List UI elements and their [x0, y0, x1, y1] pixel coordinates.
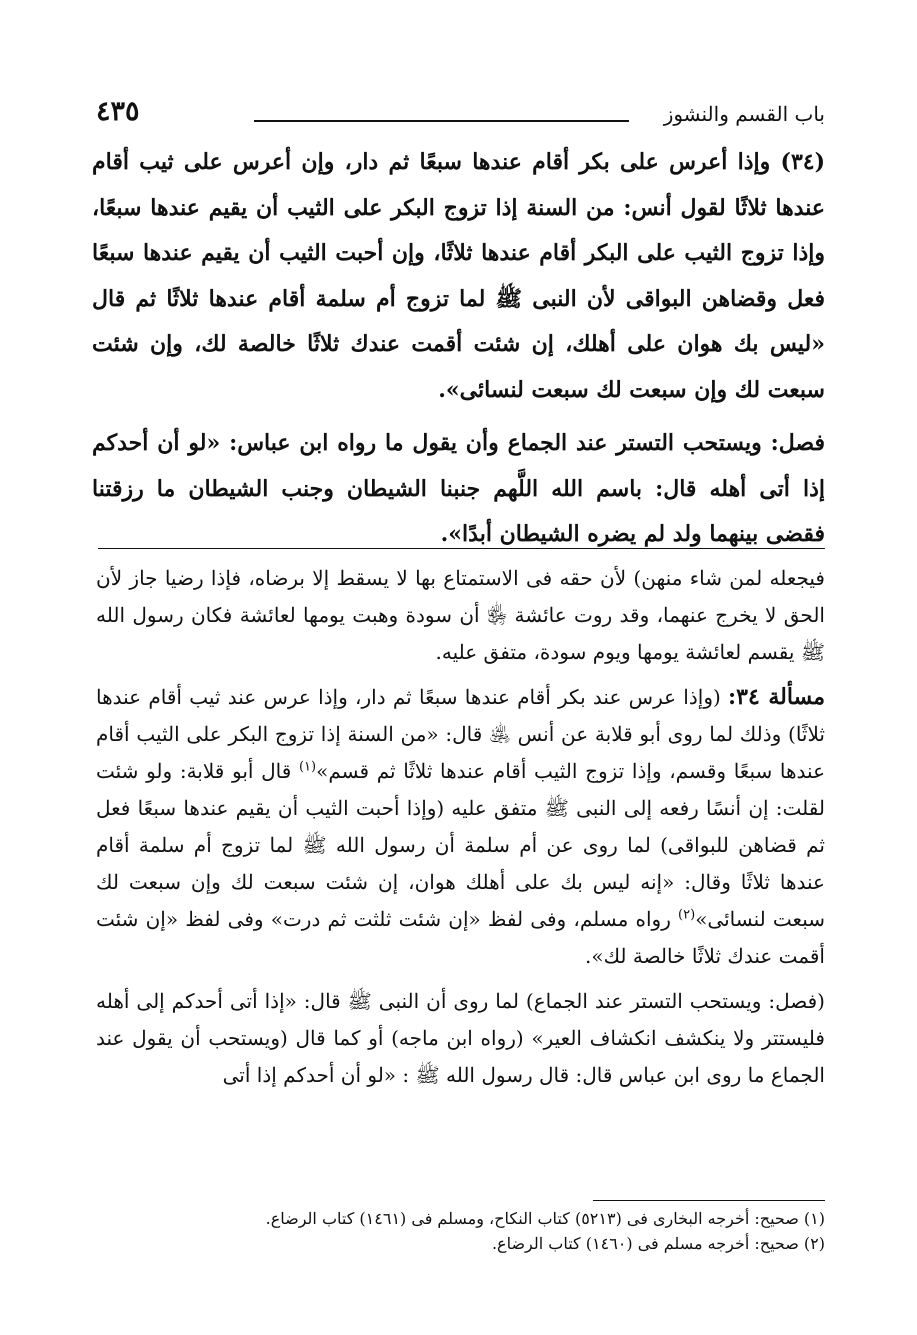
footnotes [96, 1206, 825, 1256]
commentary-paragraph-1: فيجعله لمن شاء منهن) لأن حقه فى الاستمتاع بها لا يسقط إلا برضاه، فإذا رضيا جاز لأن الحق لا يخرج عنهما، وقد روت عائشة ﵂ أن سودة وهبت يومها لعائشة فكان رسول الله ﷺ يقسم لعائشة يومها ويوم سودة، متفق عليه. [96, 566, 825, 664]
main-text [92, 140, 825, 558]
page-header [96, 96, 825, 136]
header-rule [254, 120, 629, 122]
text-commentary-divider [98, 548, 825, 549]
chapter-title: باب القسم والنشوز [663, 102, 825, 126]
fasl-body: ويستحب التستر عند الجماع وأن يقول ما رواه ابن عباس: «لو أن أحدكم إذا أتى أهله قال: باسم الله اللَّهم جنبنا الشيطان وجنب الشيطان ما رزقتنا فقضى بينهما ولد لم يضره الشيطان أبدًا». [92, 430, 825, 547]
footnote-ref-2[interactable]: (٢) [678, 907, 696, 923]
footnote-2: (٢) صحيح: أخرجه مسلم فى (١٤٦٠) كتاب الرضاع. [491, 1234, 825, 1253]
main-paragraph-fasl [92, 421, 825, 558]
masala-heading: مسألة ٣٤: [728, 684, 825, 710]
footnote-1: (١) صحيح: أخرجه البخارى فى (٥٢١٣) كتاب النكاح، ومسلم فى (١٤٦١) كتاب الرضاع. [265, 1209, 825, 1228]
main-paragraph-34: (٣٤) وإذا أعرس على بكر أقام عندها سبعًا ثم دار، وإن أعرس على ثيب أقام عندها ثلاثًا لقول أنس: من السنة إذا تزوج البكر على الثيب أن يقيم عندها سبعًا، وإذا تزوج الثيب على البكر أقام عندها ثلاثًا، وإن أحبت الثيب أن يقيم عندها سبعًا فعل وقضاهن البواقى لأن النبى ﷺ لما تزوج أم سلمة أقام عندها ثلاثًا ثم قال «ليس بك هوان على أهلك، إن شئت أقمت عندك ثلاثًا خالصة لك، وإن شئت سبعت لك وإن سبعت لك سبعت لنسائى». [92, 149, 825, 403]
page-number: ٤٣٥ [96, 96, 140, 127]
commentary [96, 560, 825, 1094]
commentary-paragraph-masala [96, 679, 825, 975]
masala-body-b: قال أبو قلابة: ولو شئت لقلت: إن أنسًا رفعه إلى النبى ﷺ متفق عليه (وإذا أحبت الثيب أن يقيم عندها سبعًا فعل ثم قضاهن للبواقى) لما روى عن أم سلمة أن رسول الله ﷺ لما تزوج أم سلمة أقام عندها ثلاثًا وقال: «إنه ليس بك على أهلك هوان، إن شئت سبعت لك وإن سبعت لك سبعت لنسائى» [96, 759, 825, 931]
footnote-ref-1[interactable]: (١) [298, 759, 317, 775]
commentary-paragraph-fasl: (فصل: ويستحب التستر عند الجماع) لما روى أن النبى ﷺ قال: «إذا أتى أحدكم إلى أهله فليستتر ولا ينكشف انكشاف العير» (رواه ابن ماجه) أو كما قال (ويستحب أن يقول عند الجماع ما روى ابن عباس قال: قال رسول الله ﷺ : «لو أن أحدكم إذا أتى [96, 989, 825, 1087]
footnote-rule [593, 1200, 825, 1201]
fasl-heading: فصل: [770, 430, 825, 456]
masala-body-c: رواه مسلم، وفى لفظ «إن شئت ثلثت ثم درت» وفى لفظ «إن شئت أقمت عندك ثلاثًا خالصة لك». [96, 907, 825, 968]
masala-body-a: (وإذا عرس عند بكر أقام عندها سبعًا ثم دار، وإذا عرس عند ثيب أقام عندها ثلاثًا) وذلك لما روى أبو قلابة عن أنس ﵁ قال: «من السنة إذا تزوج البكر على الثيب أقام عندها سبعًا وقسم، وإذا تزوج الثيب أقام عندها ثلاثًا ثم قسم» [96, 685, 825, 783]
